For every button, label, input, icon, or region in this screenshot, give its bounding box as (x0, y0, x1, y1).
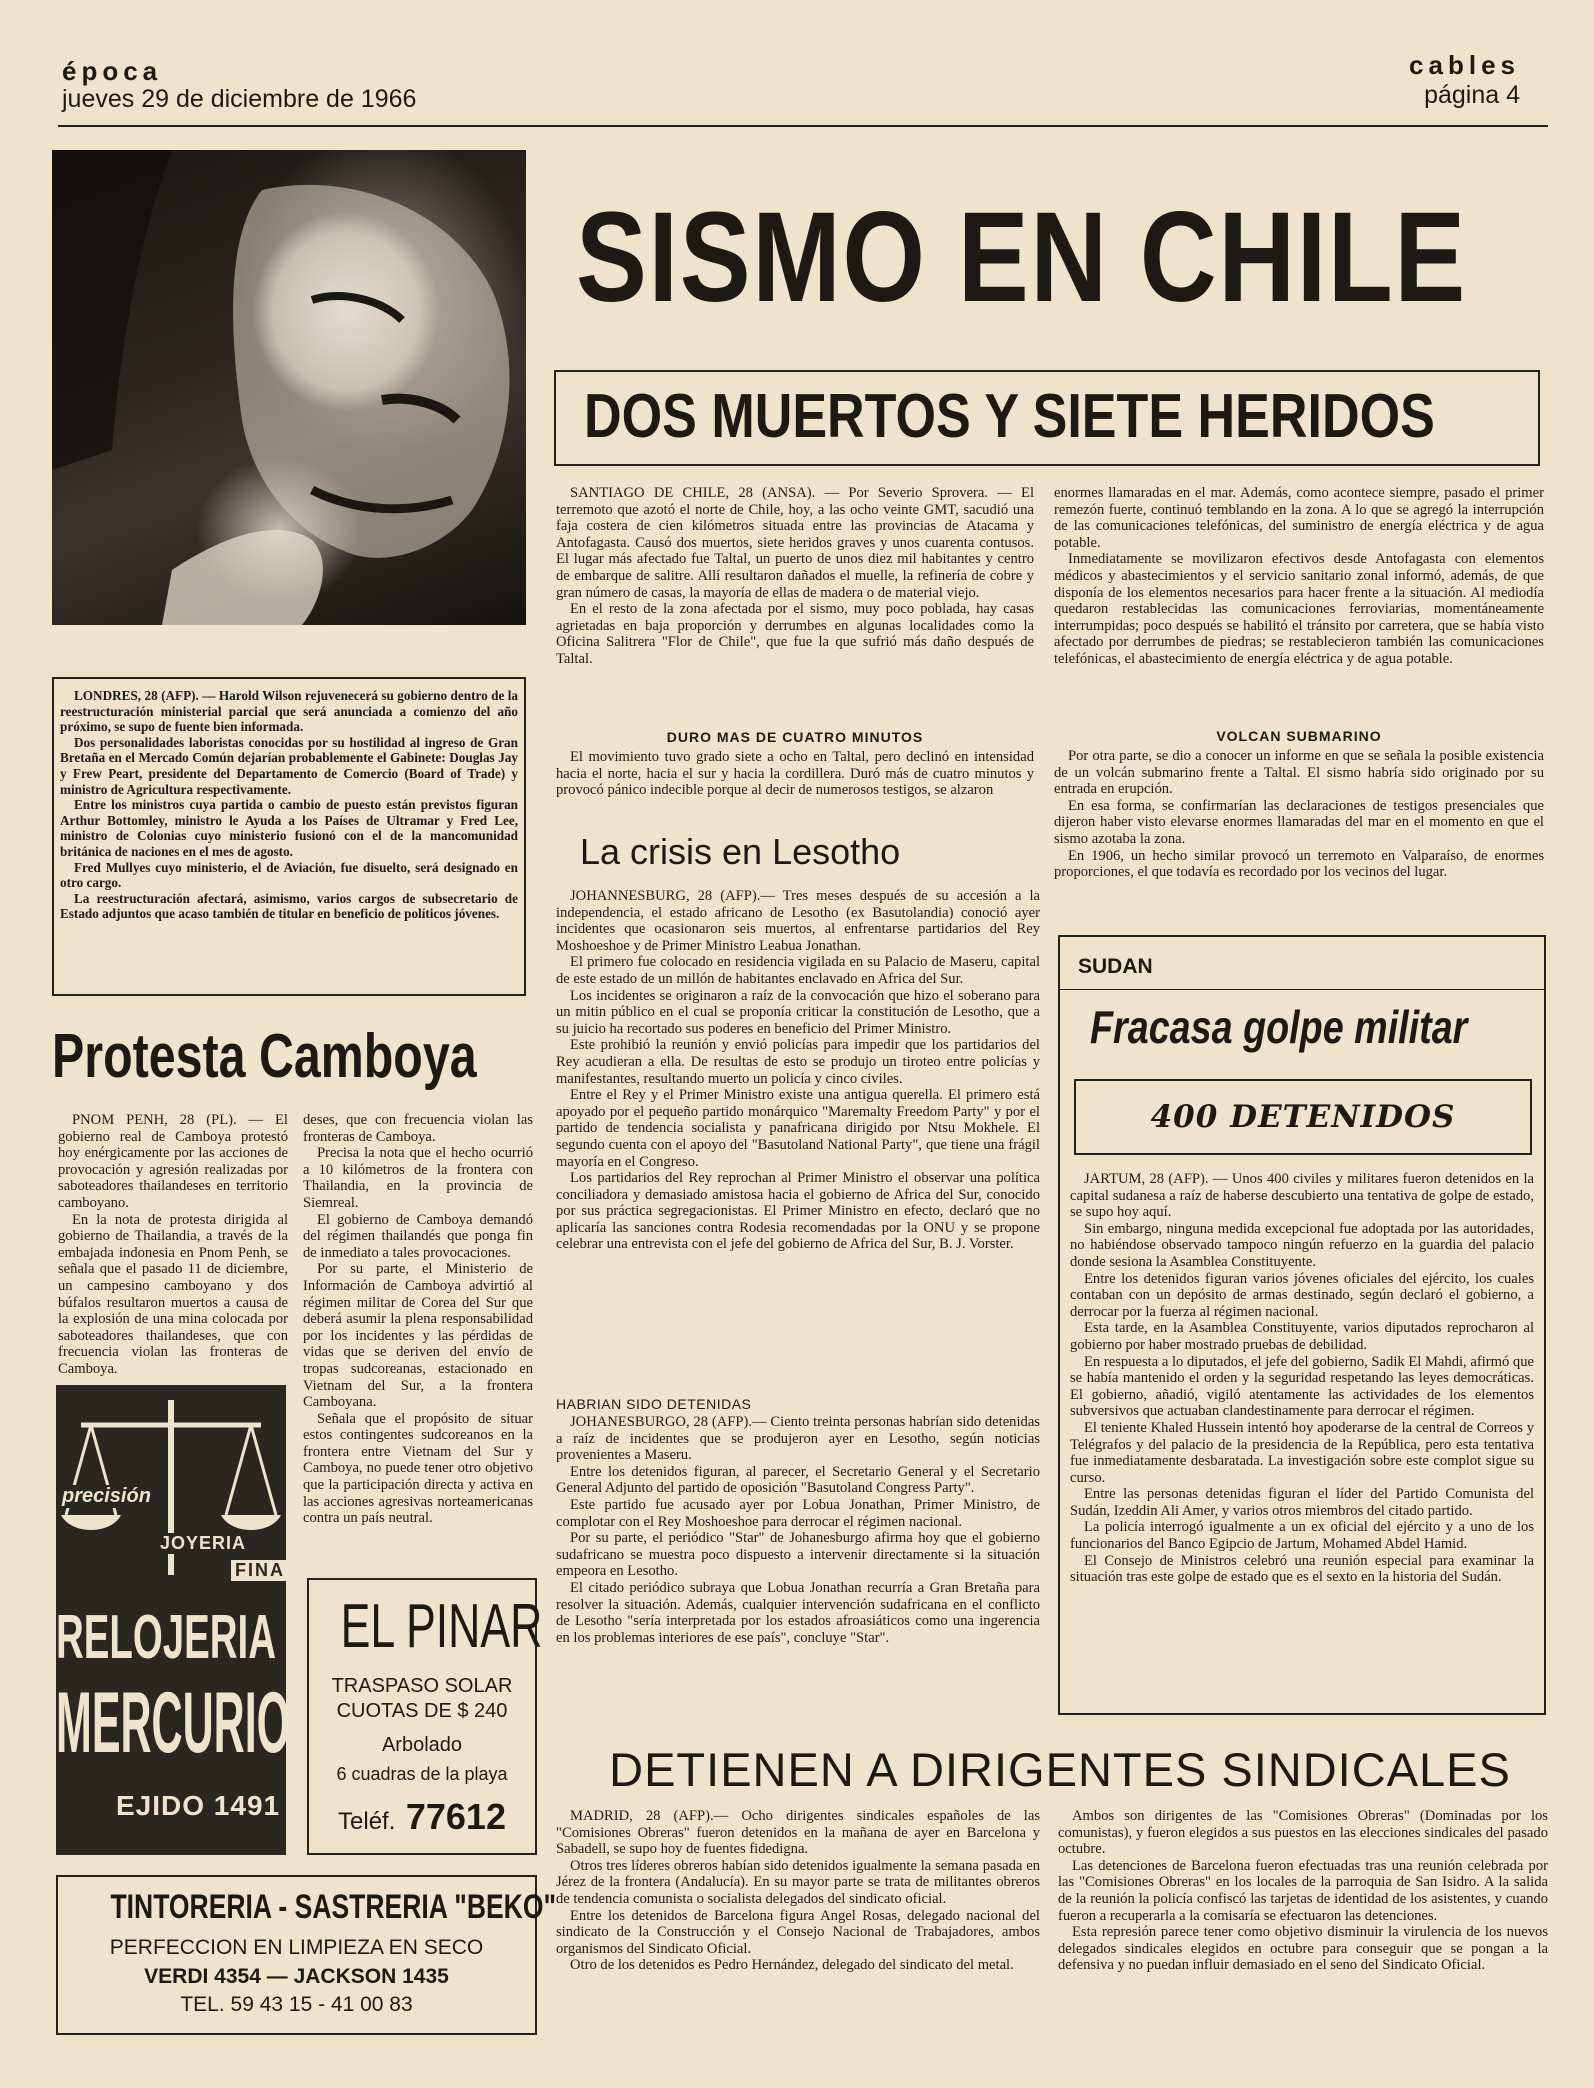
sindicales-headline: DETIENEN A DIRIGENTES SINDICALES (609, 1743, 1511, 1796)
sismo-paragraph: En el resto de la zona afectada por el sismo, muy poco poblada, hay casas agrietadas en baja proporción y derrumbes en algunas localidades como la Oficina Salitrera "Flor de Chile", que fue la que sufrió más daño después de Taltal. (556, 601, 1034, 667)
camboya-paragraph: Señala que el propósito de situar estos contingentes sudcoreanos en la frontera entre Vietnam del Sur y Camboya, no puede tener otro objetivo que la participación directa y activa en las acciones agresivas norteamericanas contra un país neutral. (303, 1410, 533, 1527)
header-rule (58, 125, 1548, 127)
sismo-paragraph: SANTIAGO DE CHILE, 28 (ANSA). — Por Severio Sprovera. — El terremoto que azotó el norte de Chile, hoy, a las ocho veinte GMT, sacudió una faja costera de cien kilómetros situada entre las provincias de Atacama y Antofagasta. Causó dos muertos, siete heridos graves y unos cuarenta contusos. El lugar más afectado fue Taltal, un puerto de unos diez mil habitantes y centro de embarque de salitre. Allí resultaron dañados el muelle, la refinería de cobre y gran número de casas, la mayoría de ellas de madera o de material viejo. (556, 485, 1034, 601)
sudan-paragraph: Entre las personas detenidas figuran el líder del Partido Comunista del Sudán, Izeddin Ali Amer, y varios otros miembros del citado partido. (1070, 1486, 1534, 1519)
wilson-paragraph: LONDRES, 28 (AFP). — Harold Wilson rejuvenecerá su gobierno dentro de la reestructuración ministerial parcial que será anunciada a comienzo del año próximo, se supo de fuente bien informada. (60, 688, 518, 735)
sindicales-headline-wrap (570, 1740, 1550, 1804)
lesotho-paragraph: El citado periódico subraya que Lobua Jonathan recurría a Gran Bretaña para resolver la situación. Además, cualquier intervención sudafricana en el conflicto de Lesotho "sería interpretada por los estados afroasiáticos como una ingerencia en los problemas interiores de ese país", concluye "Star". (556, 1579, 1040, 1646)
lesotho-paragraph: Entre el Rey y el Primer Ministro existe una antigua querella. El primero está apoyado por el pequeño partido monárquico "Maremalty Freedom Party" y por el partido de tendencia socialista y panafricana dirigido por Ntsu Mokhele. El segundo cuenta con el apoyo del "Basutoland National Party", que tiene una frágil mayoría en el Congreso. (556, 1087, 1040, 1170)
camboya-paragraph: deses, que con frecuencia violan las fronteras de Camboya. (303, 1112, 533, 1145)
pinar-title: EL PINAR (340, 1592, 543, 1661)
sismo-subhead: DOS MUERTOS Y SIETE HERIDOS (584, 382, 1435, 451)
lesotho-headline: La crisis en Lesotho (580, 831, 901, 872)
sismo-paragraph: En esa forma, se confirmarían las declaraciones de testigos presenciales que dijeron haber visto elevarse enormes llamaradas del mar en el momento en que el sismo azotaba la zona. (1054, 797, 1544, 847)
newspaper-name: época (62, 56, 163, 86)
sudan-paragraph: El Consejo de Ministros celebró una reunión especial para examinar la situación tras este golpe de estado que es el sexto en la historia del Sudán. (1070, 1552, 1534, 1586)
masthead-left (62, 58, 416, 114)
beko-title: TINTORERIA - SASTRERIA "BEKO" (110, 1888, 557, 1926)
wilson-paragraph: La reestructuración afectará, asimismo, varios cargos de subsecretario de Estado adjuntos que acaso también de titular en beneficio de políticos jóvenes. (60, 890, 518, 922)
sindicales-paragraph: Otro de los detenidos es Pedro Hernández, delegado del sindicato del metal. (570, 1957, 1014, 1974)
camboya-paragraph: PNOM PENH, 28 (PL). — El gobierno real de Camboya protestó hoy enérgicamente por las acciones de provocación y agresión realizadas por saboteadores thailandeses en territorio camboyano. (58, 1112, 288, 1211)
lesotho-paragraph: Los incidentes se originaron a raíz de la convocación que hizo el soberano para un mitin público en el cual se proponía criticar la constitución de Lesotho, que a su juicio ha recortado sus poderes en beneficio del Primer Ministro. (556, 987, 1040, 1037)
beko-line-2: VERDI 4354 — JACKSON 1435 (144, 1965, 449, 1988)
sudan-paragraph: En respuesta a lo diputados, el jefe del gobierno, Sadik El Mahdi, afirmó que se había mantenido el orden y la seguridad respetando las leyes democráticas. El gobierno, añadió, vigiló atentamente las actividades de los elementos subversivos que actuaban clandestinamente para derrocar el régimen. (1070, 1353, 1534, 1420)
sudan-article (1058, 935, 1546, 1715)
ad-ejido: EJIDO 1491 (116, 1790, 281, 1821)
sismo-headline: SISMO EN CHILE (576, 186, 1467, 329)
sismo-col-2b (1054, 748, 1544, 918)
sudan-paragraph: Entre los detenidos figuran varios jóvenes oficiales del ejército, los cuales contaban con un depósito de armas destinado, según declaró el gobierno, a derrocar por la fuerza al régimen nacional. (1070, 1270, 1534, 1320)
camboya-headline-wrap (52, 1022, 532, 1092)
lesotho-paragraph: Este prohibió la reunión y envió policías para impedir que los partidarios del Rey acudieran a ella. De resultas de esto se produjo un tiroteo entre policías y manifestantes, resultando muerto un policía y cinco civiles. (556, 1037, 1040, 1087)
ad-mercurio-wrap (56, 1675, 291, 1775)
sudan-paragraph: JARTUM, 28 (AFP). — Unos 400 civiles y militares fueron detenidos en la capital sudanesa a raíz de haberse descubierto una tentativa de golpe de estado, se supo hoy aquí. (1070, 1171, 1534, 1221)
ad-relojeria: RELOJERIA (56, 1603, 277, 1672)
sindicales-col-1 (556, 1808, 1040, 2040)
lesotho-text-2 (556, 1414, 1040, 1714)
sindicales-paragraph: Otros tres líderes obreros habían sido detenidos igualmente la semana pasada en Jérez de la frontera (Andalucía). En su mayor parte se trata de militantes obreros de tendencia comunista o socialista delegados del sindicato oficial. (556, 1857, 1040, 1907)
sudan-headline-wrap (1090, 999, 1530, 1059)
lesotho-paragraph: Por su parte, el periódico "Star" de Johanesburgo afirma hoy que el gobierno sudafricano se muestra poco dispuesto a intervenir directamente si la situación empeora en Lesotho. (556, 1530, 1040, 1580)
sudan-paragraph: Esta tarde, en la Asamblea Constituyente, varios diputados reprocharon al gobierno por haber mostrado pruebas de debilidad. (1070, 1320, 1534, 1353)
sudan-text (1070, 1171, 1534, 1711)
sismo-headline-wrap (576, 188, 1536, 338)
pinar-phone-label: Teléf. (338, 1808, 396, 1835)
pinar-line-3: Arbolado (381, 1734, 463, 1756)
sismo-col-1b (556, 749, 1034, 817)
sismo-subhead-box (554, 370, 1540, 466)
lesotho-subtitle: HABRIAN SIDO DETENIDAS (556, 1396, 752, 1412)
issue-date: jueves 29 de diciembre de 1966 (62, 85, 417, 113)
lesotho-paragraph: Este partido fue acusado ayer por Lobua Jonathan, Primer Ministro, de complotar con el Rey Moshoeshoe para derrocar el régimen nacional. (556, 1496, 1040, 1530)
wilson-article (52, 677, 526, 996)
camboya-paragraph: El gobierno de Camboya demandó del régimen thailandés que ponga fin de inmediato a tales provocaciones. (303, 1211, 533, 1261)
pinar-line-2: CUOTAS DE $ 240 (336, 1700, 508, 1722)
sismo-paragraph: enormes llamaradas en el mar. Además, como acontece siempre, pasado el primer remezón fuerte, continuó temblando en la zona. A lo que se agregó la interrupción de las comunicaciones telefónicas, del suministro de energía eléctrica y de agua potable. (1054, 485, 1544, 551)
ad-fina: FINA (231, 1560, 289, 1581)
masthead-right (1370, 50, 1520, 110)
lesotho-paragraph: JOHANNESBURG, 28 (AFP).— Tres meses después de su accesión a la independencia, el estado africano de Lesotho (ex Basutolandia) conoció ayer incidentes que ocasionaron seis muertos, al enfrentarse partidarios del Rey Moshoeshoe y de Primer Ministro Leabua Jonathan. (556, 888, 1040, 954)
section-name: cables (1409, 50, 1520, 80)
ad-beko (56, 1875, 557, 2035)
ad-relojeria-wrap (56, 1605, 286, 1675)
sindicales-paragraph: Esta represión parece tener como objetivo disminuir la virulencia de los nuevos delegados sindicales elegidos en octubre para conseguir que se pongan a la defensiva y no puedan influir demasiado en el seno del Sindicato Oficial. (1058, 1924, 1548, 1974)
wilson-paragraph: Fred Mullyes cuyo ministerio, el de Aviación, fue disuelto, será designado en otro cargo. (60, 859, 518, 891)
beko-line-3: TEL. 59 43 15 - 41 00 83 (180, 1993, 413, 2016)
sindicales-paragraph: Las detenciones de Barcelona fueron efectuadas tras una reunión celebrada por las "Comisiones Obreras" en los locales de la parroquia de San Isidro. A la salida de la reunión la policía confiscó las tarjetas de identidad de los asistentes, y cuando fueron a recuperarla a la comisaría se efectuaron las detenciones. (1058, 1857, 1548, 1924)
sismo-paragraph: En 1906, un hecho similar provocó un terremoto en Valparaíso, de enormes proporciones, el que todavía es recordado por los vecinos del lugar. (1054, 847, 1544, 881)
wilson-photo (52, 150, 526, 625)
camboya-headline: Protesta Camboya (52, 1022, 477, 1091)
ad-el-pinar (307, 1578, 543, 1855)
camboya-paragraph: En la nota de protesta dirigida al gobierno de Thailandia, a través de la embajada indonesia en Pnom Penh, se señala que el pasado 11 de diciembre, un campesino camboyano y dos búfalos resultaron muertos a causa de la explosión de una mina colocada por saboteadores thailandeses, que con frecuencia violan las fronteras de Camboya. (58, 1211, 288, 1377)
sismo-paragraph: Inmediatamente se movilizaron efectivos desde Antofagasta con elementos médicos y abastecimientos y el servicio sanitario zonal informó, además, de que disponía de los elementos necesarios para hacer frente a la situación. Al mediodía quedaron restablecidas las comunicaciones ferroviarias, momentáneamente interrumpidas; poco después se habilitó el tránsito por carretera, que se había visto afectado por derrumbes de piedras; se restablecieron también las comunicaciones telefónicas, el abastecimiento de energía eléctrica y de agua potable. (1054, 551, 1544, 667)
lesotho-text (556, 888, 1040, 1398)
sismo-subtitle-2: VOLCAN SUBMARINO (1216, 728, 1382, 744)
sudan-subhead: 400 DETENIDOS (1150, 1099, 1456, 1135)
lesotho-paragraph: Entre los detenidos figuran, al parecer, el Secretario General y el Secretario General Adjunto del partido de oposición "Basutoland Congress Party". (556, 1463, 1040, 1497)
ad-precision: precisión (62, 1485, 151, 1507)
beko-line-1: PERFECCION EN LIMPIEZA EN SECO (109, 1936, 484, 1959)
wilson-paragraph: Dos personalidades laboristas conocidas por su hostilidad al ingreso de Gran Bretaña en el Mercado Común dejarían probablemente el Gabinete: Douglas Jay y Frew Peart, presidente del Departamento de Comercio (Board of Trade) y ministro de Agricultura respectivamente. (60, 734, 518, 797)
ad-joyeria: JOYERIA (156, 1533, 250, 1554)
sismo-subtitle-1: DURO MAS DE CUATRO MINUTOS (666, 729, 924, 745)
lesotho-paragraph: JOHANESBURGO, 28 (AFP).— Ciento treinta personas habrían sido detenidas a raíz de incidentes que se produjeron ayer en Lesotho, según noticias provenientes a Maseru. (556, 1414, 1040, 1464)
ad-mercurio: MERCURIO (56, 1675, 291, 1771)
sismo-paragraph: El movimiento tuvo grado siete a ocho en Taltal, pero declinó en intensidad hacia el norte, hacia el sur y hacia la cordillera. Duró más de cuatro minutos y provocó pánico indecible porque al decir de numerosos testigos, se alzaron (556, 749, 1034, 799)
sindicales-col-2 (1058, 1808, 1548, 2040)
sindicales-paragraph: Ambos son dirigentes de las "Comisiones Obreras" (Dominadas por los comunistas), y fueron elegidos a sus puestos en las elecciones sindicales del pasado octubre. (1058, 1808, 1548, 1858)
pinar-line-1: TRASPASO SOLAR (331, 1675, 513, 1697)
page-number: página 4 (1424, 81, 1520, 109)
sismo-col-2 (1054, 485, 1544, 723)
sudan-paragraph: La policía interrogó igualmente a un ex oficial del ejército y a uno de los funcionarios del Banco Egipcio de Jartum, Mohamed Abdel Hamid. (1070, 1519, 1534, 1553)
pinar-phone-number: 77612 (405, 1796, 506, 1837)
camboya-paragraph: Precisa la nota que el hecho ocurrió a 10 kilómetros de la frontera con Thailandia, en la provincia de Siemreal. (303, 1145, 533, 1211)
sudan-headline: Fracasa golpe militar (1090, 1001, 1468, 1053)
camboya-col-1 (58, 1112, 288, 1377)
sindicales-paragraph: MADRID, 28 (AFP).— Ocho dirigentes sindicales españoles de las "Comisiones Obreras" fueron detenidos en la mañana de ayer en Barcelona y Sabadell, se supo hoy de fuentes fidedigna. (556, 1808, 1040, 1858)
pinar-line-4: 6 cuadras de la playa (336, 1764, 508, 1784)
sudan-rule (1060, 989, 1544, 990)
sudan-paragraph: El teniente Khaled Hussein intentó hoy apoderarse de la central de Correos y Telégrafos y del palacio de la presidencia de la República, pero esta tentativa fue inmediatamente desbaratada. La investigación sobre este complot sigue su curso. (1070, 1419, 1534, 1486)
sismo-paragraph: Por otra parte, se dio a conocer un informe en que se señala la posible existencia de un volcán submarino frente a Taltal. El sismo habría sido originado por su entrada en erupción. (1054, 748, 1544, 798)
camboya-col-2 (303, 1112, 533, 1557)
sudan-paragraph: Sin embargo, ninguna medida excepcional fue adoptada por las autoridades, no habiéndose observado tampoco ningún refuerzo en la guardia del palacio donde sesiona la Asamblea Constituyente. (1070, 1220, 1534, 1270)
sudan-label: SUDAN (1078, 955, 1153, 978)
camboya-paragraph: Por su parte, el Ministerio de Información de Camboya advirtió al régimen militar de Corea del Sur que deberá asumir la plena responsabilidad por los incidentes y las pérdidas de vidas que se deriven del envío de tropas sudcoreanas, estacionado en Vietnam del Sur, a la frontera Camboyana. (303, 1261, 533, 1411)
pinar-phone (309, 1796, 535, 1838)
ad-relojeria-mercurio (56, 1385, 291, 1855)
lesotho-paragraph: El primero fue colocado en residencia vigilada en su Palacio de Maseru, capital de este estado de un millón de habitantes enclavado en Africa del Sur. (556, 954, 1040, 987)
sindicales-paragraph: Entre los detenidos de Barcelona figura Angel Rosas, delegado nacional del sindicato de la Construcción y el Consejo Nacional de Trabajadores, ambos organismos del Sindicato Oficial. (556, 1907, 1040, 1957)
lesotho-paragraph: Los partidarios del Rey reprochan al Primer Ministro el observar una política conciliadora y demasiado amistosa hacia el gobierno de Africa del Sur, conocido por sus práctica segregacionistas. El Primer Ministro en efecto, declaró que no aplicaría las sanciones contra Rodesia recomendadas por la ONU y se propone celebrar una entrevista con el jefe del gobierno de Africa del Sur, B. J. Vorster. (556, 1170, 1040, 1253)
sismo-col-1 (556, 485, 1034, 725)
sudan-subhead-box (1074, 1079, 1532, 1155)
wilson-paragraph: Entre los ministros cuya partida o cambio de puesto están previstos figuran Arthur Bottomley, ministro le Ayuda a los Países de Ultramar y Fred Lee, ministro de Colonias cuyo ministerio fusionó con el de la mancomunidad británica de naciones en el mes de agosto. (60, 797, 518, 859)
